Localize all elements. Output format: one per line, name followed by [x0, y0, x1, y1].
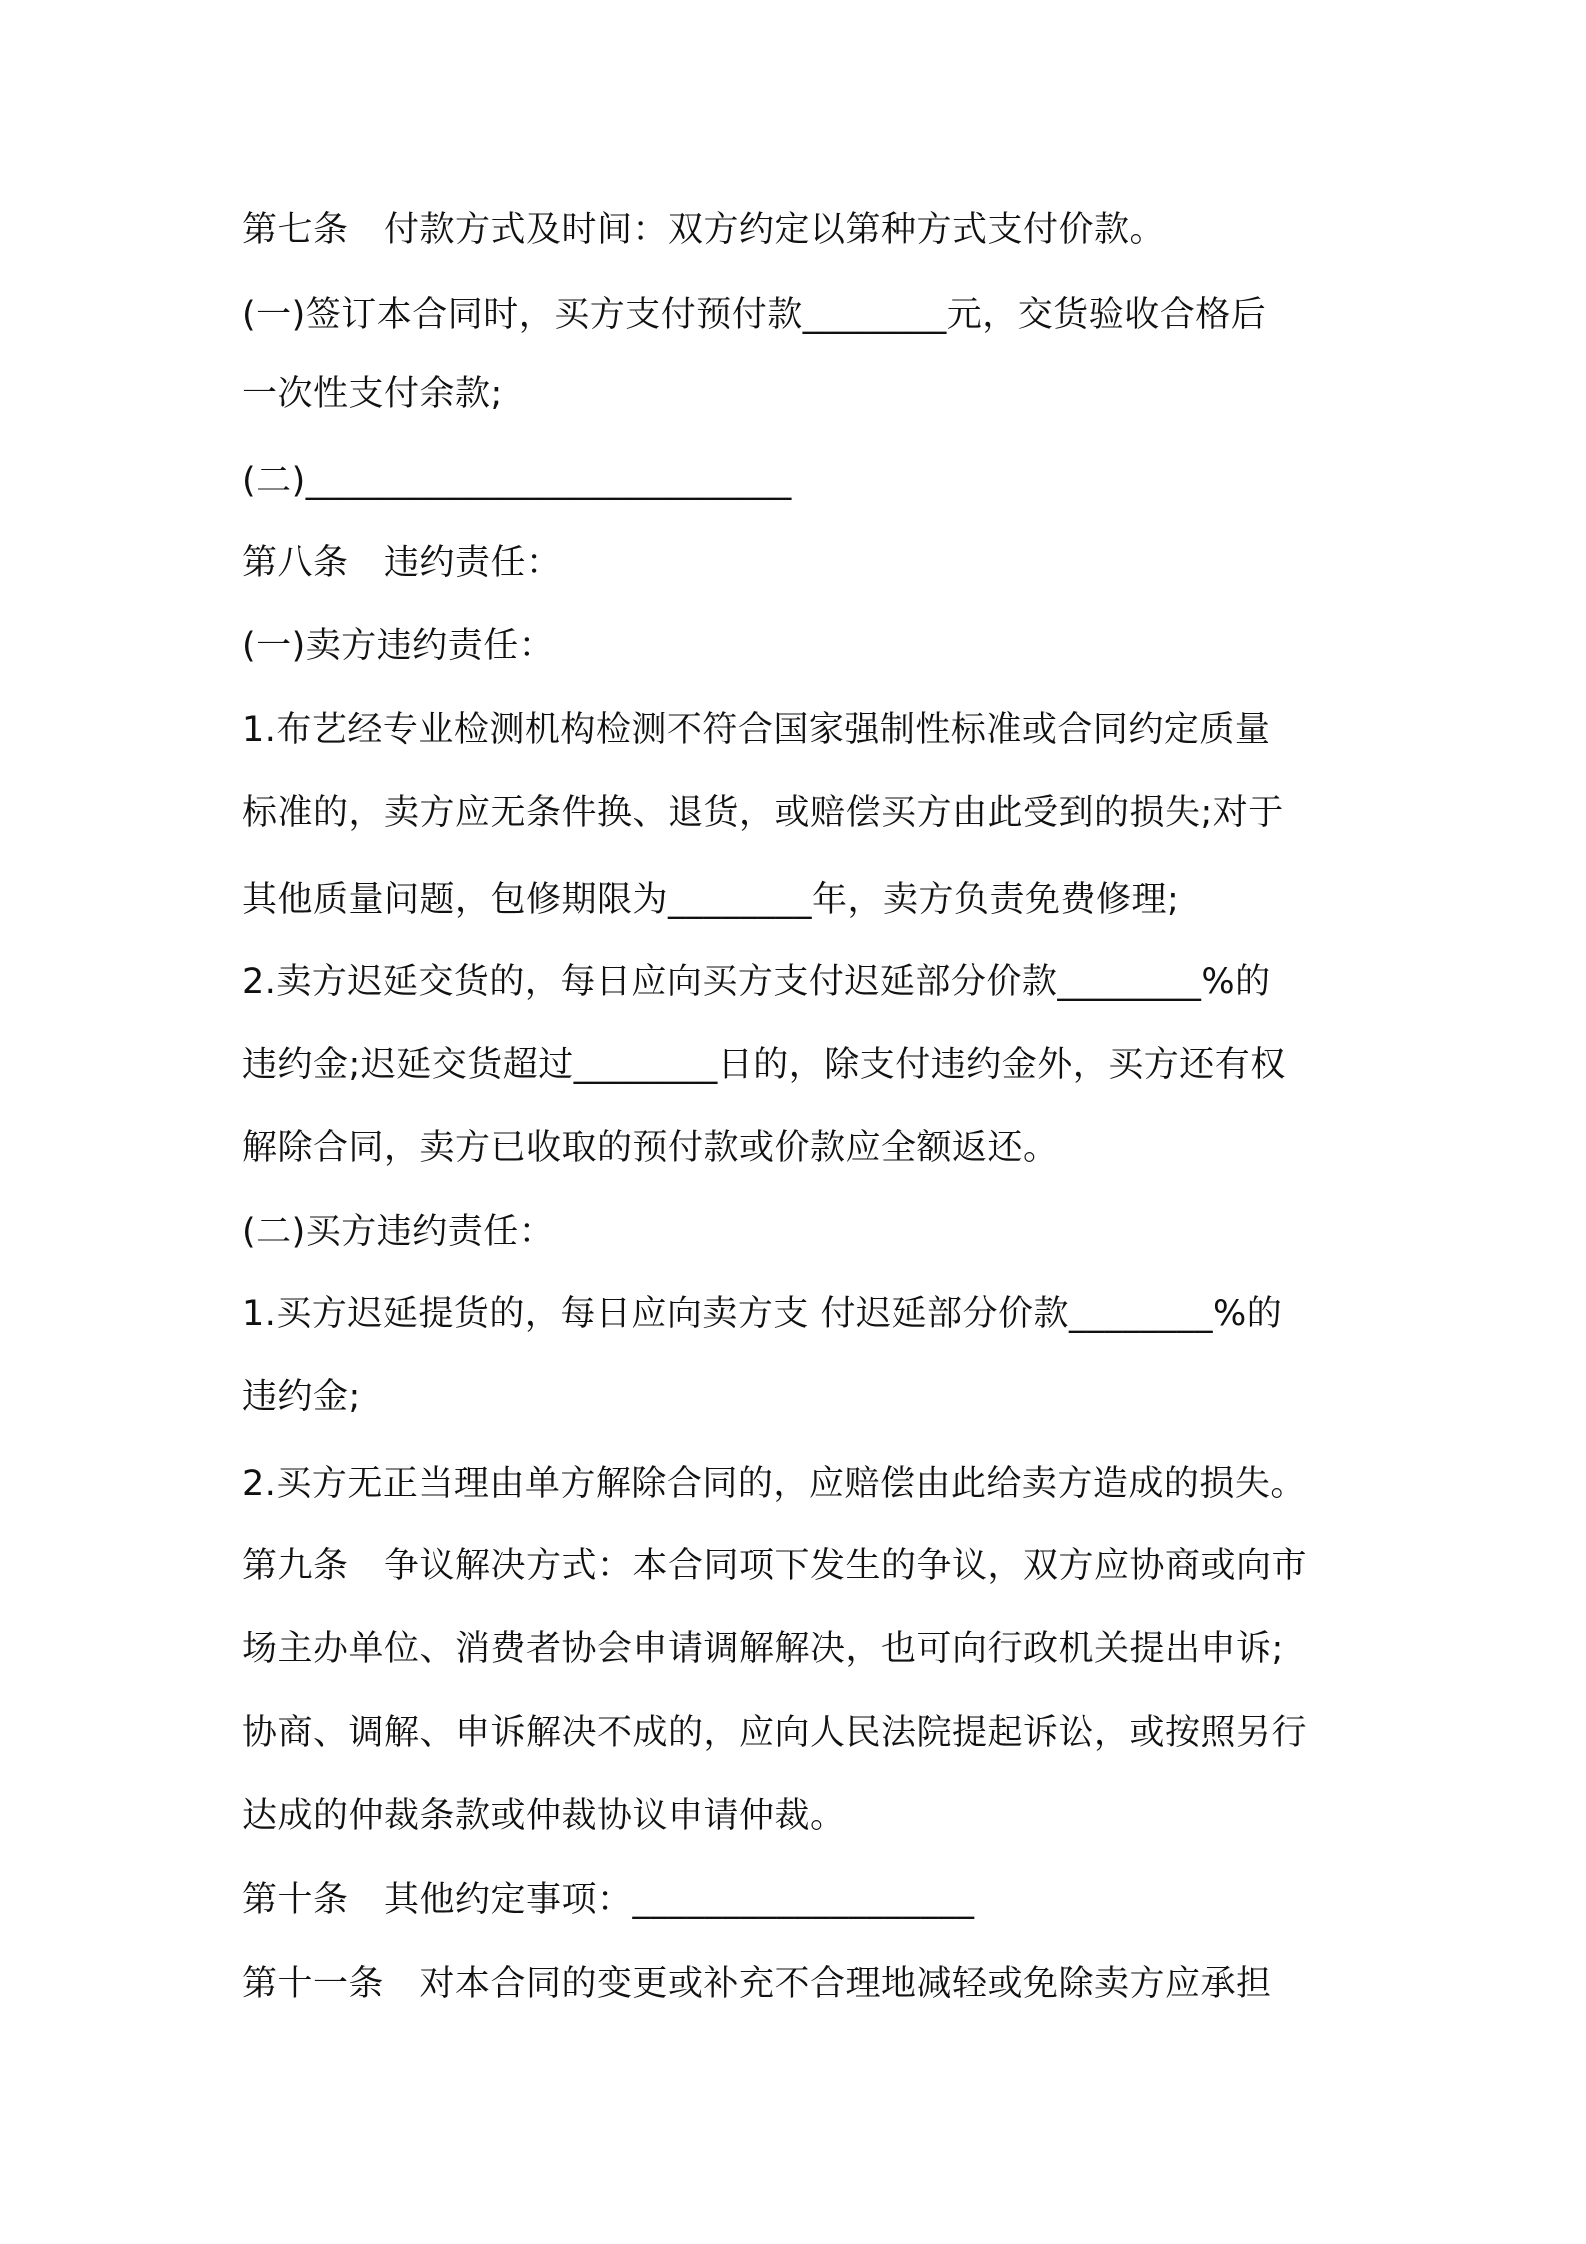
- article-8-heading: 第八条 违约责任：: [242, 543, 562, 583]
- seller-liability-item-1-cont-b: 其他质量问题，包修期限为________年，卖方负责免费修理;: [242, 880, 1180, 920]
- buyer-liability-item-1: 1.买方迟延提货的，每日应向卖方支 付迟延部分价款________%的: [242, 1294, 1283, 1334]
- buyer-liability-item-2: 2.买方无正当理由单方解除合同的，应赔偿由此给卖方造成的损失。: [242, 1464, 1306, 1504]
- article-9-heading: 第九条 争议解决方式：本合同项下发生的争议，双方应协商或向市: [242, 1546, 1308, 1586]
- seller-liability-heading: (一)卖方违约责任：: [242, 626, 555, 666]
- article-11-heading: 第十一条 对本合同的变更或补充不合理地减轻或免除卖方应承担: [242, 1964, 1272, 2004]
- article-7-clause-1: (一)签订本合同时，买方支付预付款________元，交货验收合格后: [242, 295, 1267, 335]
- article-9-cont-b: 协商、调解、申诉解决不成的，应向人民法院提起诉讼，或按照另行: [242, 1713, 1308, 1753]
- buyer-liability-item-1-cont: 违约金;: [242, 1377, 361, 1417]
- article-10-heading: 第十条 其他约定事项：___________________: [242, 1880, 975, 1920]
- buyer-liability-heading: (二)买方违约责任：: [242, 1212, 555, 1252]
- seller-liability-item-2-cont-b: 解除合同，卖方已收取的预付款或价款应全额返还。: [242, 1128, 1059, 1168]
- seller-liability-item-2: 2.卖方迟延交货的，每日应向买方支付迟延部分价款________%的: [242, 962, 1271, 1002]
- article-7-clause-2: (二)___________________________: [242, 461, 792, 501]
- seller-liability-item-1-cont-a: 标准的，卖方应无条件换、退货，或赔偿买方由此受到的损失;对于: [242, 793, 1284, 833]
- seller-liability-item-2-cont-a: 违约金;迟延交货超过________日的，除支付违约金外，买方还有权: [242, 1045, 1286, 1085]
- article-9-cont-a: 场主办单位、消费者协会申请调解解决，也可向行政机关提出申诉;: [242, 1629, 1284, 1669]
- article-7-heading: 第七条 付款方式及时间：双方约定以第种方式支付价款。: [242, 210, 1166, 250]
- seller-liability-item-1: 1.布艺经专业检测机构检测不符合国家强制性标准或合同约定质量: [242, 710, 1271, 750]
- article-7-clause-1-cont: 一次性支付余款;: [242, 374, 503, 414]
- article-9-cont-c: 达成的仲裁条款或仲裁协议申请仲裁。: [242, 1796, 846, 1836]
